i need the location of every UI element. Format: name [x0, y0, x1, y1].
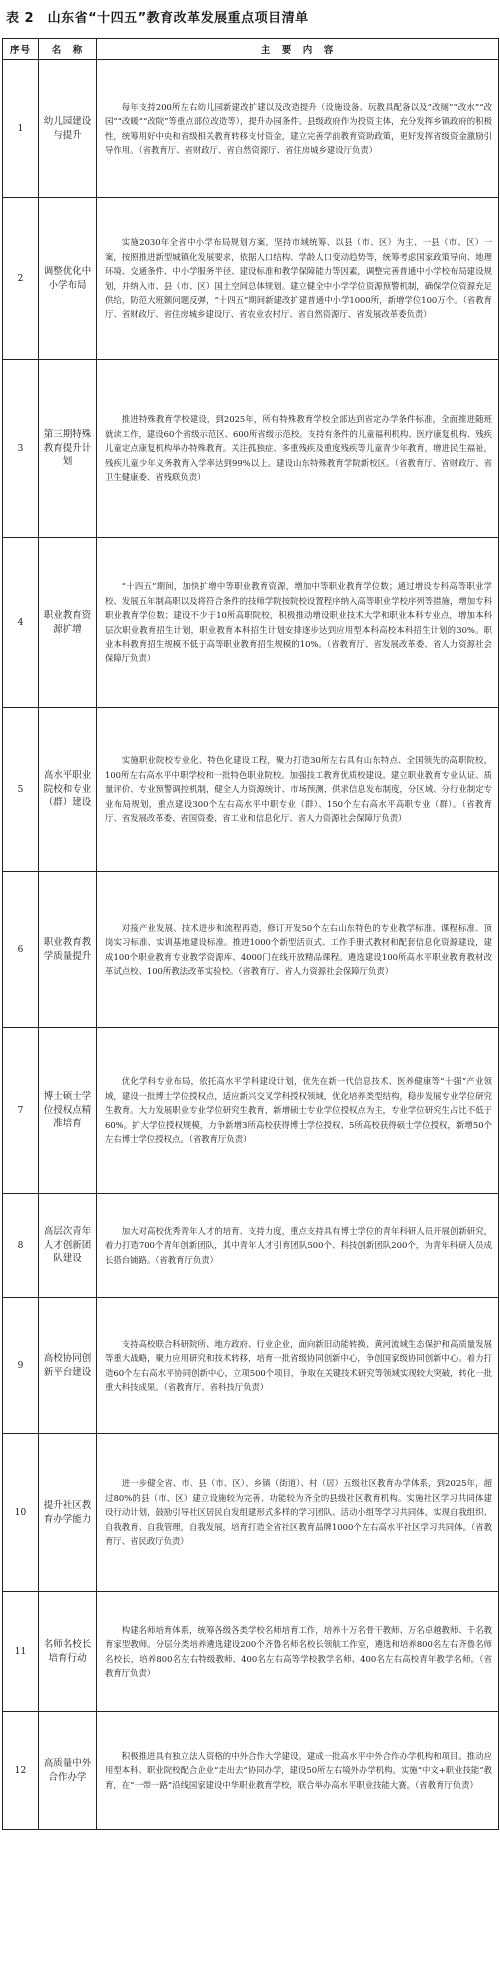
table-row — [3, 1298, 499, 1434]
row-content: 实施职业院校专业化、特色化建设工程，聚力打造30所左右具有山东特点、全国领先的高职院校，100所左右高水平中职学校和一批特色职业院校。加强技工教育优质校建设。建立职业教育专业认证、质量评价、专业预警调控机制，健全人力资源统计、市场预测、供求信息发布制度，分区域、分行业制定专业布局规划，重点建设300个左右高水平中职专业（群）、150个左右高水平高职专业（群）。（省教育厅、省发展改革委、省国资委、省工业和信息化厅、省人力资源社会保障厅负责） — [97, 708, 499, 872]
row-name: 第三期特殊教育提升计划 — [39, 360, 97, 538]
row-name: 高质量中外合作办学 — [39, 1712, 97, 1830]
row-content: 每年支持200所左右幼儿园新建改扩建以及改造提升（设施设备、玩教具配备以及“改厕”“改水”“改园”“改暖”“改院”等重点部位改造等），提升办园条件。县级政府作为投资主体，充分发挥乡镇政府的积极性，统筹用好中央和省级相关教育转移支付资金，建立完善学前教育资助政策，更好发挥省级资金激励引导作用。（省教育厅、省财政厅、省自然资源厅、省住房城乡建设厅负责） — [97, 60, 499, 198]
row-content: 推进特殊教育学校建设，到2025年，所有特殊教育学校全部达到省定办学条件标准，全面推进随班就读工作，建设60个省级示范区、600所省级示范校。支持有条件的儿童福利机构、医疗康复机构、残疾儿童定点康复机构举办特殊教育。关注孤独症、多重残疾及重度残疾等儿童青少年教育，增进民生福祉，残疾儿童少年义务教育入学率达到99%以上。建设山东特殊教育学院新校区。（省教育厅、省财政厅、省卫生健康委、省残联负责） — [97, 360, 499, 538]
row-number: 9 — [3, 1298, 39, 1434]
table-row — [3, 1194, 499, 1298]
row-content: 优化学科专业布局，依托高水平学科建设计划，优先在新一代信息技术、医养健康等“十强”产业领域，建设一批博士学位授权点，适应新兴交叉学科授权领域，优化培养类型结构，稳步发展专业学位研究生教育。大力发展职业专业学位研究生教育，新增硕士专业学位授权点为主，专业学位研究生占比不低于60%。扩大学位授权规模，力争新增3所高校获得博士学位授权、5所高校获得硕士学位授权，新增50个左右博士学位授权点。（省教育厅负责） — [97, 1028, 499, 1194]
table-row — [3, 1028, 499, 1194]
row-number: 5 — [3, 708, 39, 872]
row-number: 10 — [3, 1434, 39, 1592]
row-content: 加大对高校优秀青年人才的培育、支持力度，重点支持具有博士学位的青年科研人员开展创新研究，着力打造700个青年创新团队，其中青年人才引育团队500个、科技创新团队200个，为青年科研人员成长搭台铺路。（省教育厅负责） — [97, 1194, 499, 1298]
row-number: 3 — [3, 360, 39, 538]
table-row — [3, 60, 499, 198]
row-name: 高校协同创新平台建设 — [39, 1298, 97, 1434]
row-name: 提升社区教育办学能力 — [39, 1434, 97, 1592]
row-number: 11 — [3, 1592, 39, 1712]
row-name: 调整优化中小学布局 — [39, 198, 97, 360]
row-name: 博士硕士学位授权点精准培育 — [39, 1028, 97, 1194]
header-name: 名 称 — [39, 39, 97, 60]
row-content: “十四五”期间，加快扩增中等职业教育资源，增加中等职业教育学位数；通过增设专科高等职业学校、发展五年制高职以及将符合条件的技师学院按院校设置程序纳入高等职业学校序列等措施，增加专科职业教育学位数；建设不少于10所高职院校，积极推动增设职业技术大学和职业本科专业点，增加本科层次职业教育招生计划，职业教育本科招生计划安排逐步达到应用型本科高校本科招生计划的30%。职业本科教育招生规模不低于高等职业教育招生规模的10%。（省教育厅、省发展改革委、省人力资源社会保障厅负责） — [97, 538, 499, 708]
table-header-row — [3, 39, 499, 60]
row-name: 名师名校长培育行动 — [39, 1592, 97, 1712]
row-content: 积极推进具有独立法人资格的中外合作大学建设，建成一批高水平中外合作办学机构和项目。推动应用型本科、职业院校配合企业“走出去”协同办学，建设50所左右境外办学机构。实施“中文+职业技能”教育，在“一带一路”沿线国家建设中华职业教育学校，联合举办高水平职业技能大赛。（省教育厅负责） — [97, 1712, 499, 1830]
table-row — [3, 198, 499, 360]
row-name: 高水平职业院校和专业（群）建设 — [39, 708, 97, 872]
row-name: 幼儿园建设与提升 — [39, 60, 97, 198]
row-number: 6 — [3, 872, 39, 1028]
row-number: 7 — [3, 1028, 39, 1194]
row-content: 支持高校联合科研院所、地方政府、行业企业，面向新旧动能转换、黄河流域生态保护和高质量发展等重大战略，聚力应用研究和技术转移，培育一批省级协同创新中心，争创国家级协同创新中心。着力打造60个左右高水平协同创新中心，立项500个项目，争取在关键技术研究等领域实现较大突破，转化一批重大科技成果。（省教育厅、省科技厅负责） — [97, 1298, 499, 1434]
row-content: 实施2030年全省中小学布局规划方案，坚持市域统筹、以县（市、区）为主、一县（市、区）一案，按照推进新型城镇化发展要求，依据人口结构、学龄人口变动趋势等，统筹考虑国家政策导向、地理环境、交通条件、中小学服务半径、建设标准和教学保障能力等因素，调整完善普通中小学校布局建设规划，并纳入市、县（市、区）国土空间总体规划。建立健全中小学学位资源预警机制，确保学位资源充足供给，防范大班额问题反弹，“十四五”期间新建改扩建普通中小学1000所，新增学位100万个。（省教育厅、省财政厅、省住房城乡建设厅、省农业农村厅、省自然资源厅、省发展改革委负责） — [97, 198, 499, 360]
header-seq: 序号 — [3, 39, 39, 60]
table-title: 表 2 山东省“十四五”教育改革发展重点项目清单 — [6, 11, 309, 26]
project-list-table — [2, 38, 499, 1830]
row-content: 进一步健全省、市、县（市、区）、乡镇（街道）、村（居）五级社区教育办学体系，到2025年，超过80%的县（市、区）建立设施较为完善、功能较为齐全的县级社区教育机构。实施社区学习共同体建设行动计划，鼓励引导社区居民自发组建形式多样的学习团队、活动小组等学习共同体，实现自我组织、自我教育、自我管理，自我发展，培育打造全省社区教育品牌1000个左右高水平社区学习共同体。（省教育厅、省民政厅负责） — [97, 1434, 499, 1592]
row-number: 2 — [3, 198, 39, 360]
header-content: 主 要 内 容 — [97, 39, 499, 60]
row-name: 职业教育资源扩增 — [39, 538, 97, 708]
table-row — [3, 1434, 499, 1592]
row-number: 8 — [3, 1194, 39, 1298]
table-row — [3, 538, 499, 708]
row-number: 12 — [3, 1712, 39, 1830]
row-number: 4 — [3, 538, 39, 708]
table-row — [3, 1592, 499, 1712]
row-content: 构建名师培育体系，统筹各级各类学校名师培育工作，培养十万名骨干教师、万名卓越教师、千名教育家型教师。分层分类培养遴选建设200个齐鲁名师名校长领航工作室，遴选和培养800名左右齐鲁名师名校长，培养800名左右特级教师、400名左右高等学校教学名师、400名左右高校青年教学名师。（省教育厅负责） — [97, 1592, 499, 1712]
row-name: 职业教育教学质量提升 — [39, 872, 97, 1028]
row-name: 高层次青年人才创新团队建设 — [39, 1194, 97, 1298]
row-number: 1 — [3, 60, 39, 198]
table-row — [3, 708, 499, 872]
table-row — [3, 1712, 499, 1830]
table-row — [3, 872, 499, 1028]
row-content: 对接产业发展、技术进步和流程再造，修订开发50个左右山东特色的专业教学标准、课程标准、顶岗实习标准、实训基地建设标准。推进1000个新型活页式、工作手册式教材和配套信息化资源建设，建成100个职业教育专业教学资源库、4000门在线开放精品课程。遴选建设100所高水平职业教育教材改革试点校、100所教法改革实验校。（省教育厅、省人力资源社会保障厅负责） — [97, 872, 499, 1028]
table-row — [3, 360, 499, 538]
